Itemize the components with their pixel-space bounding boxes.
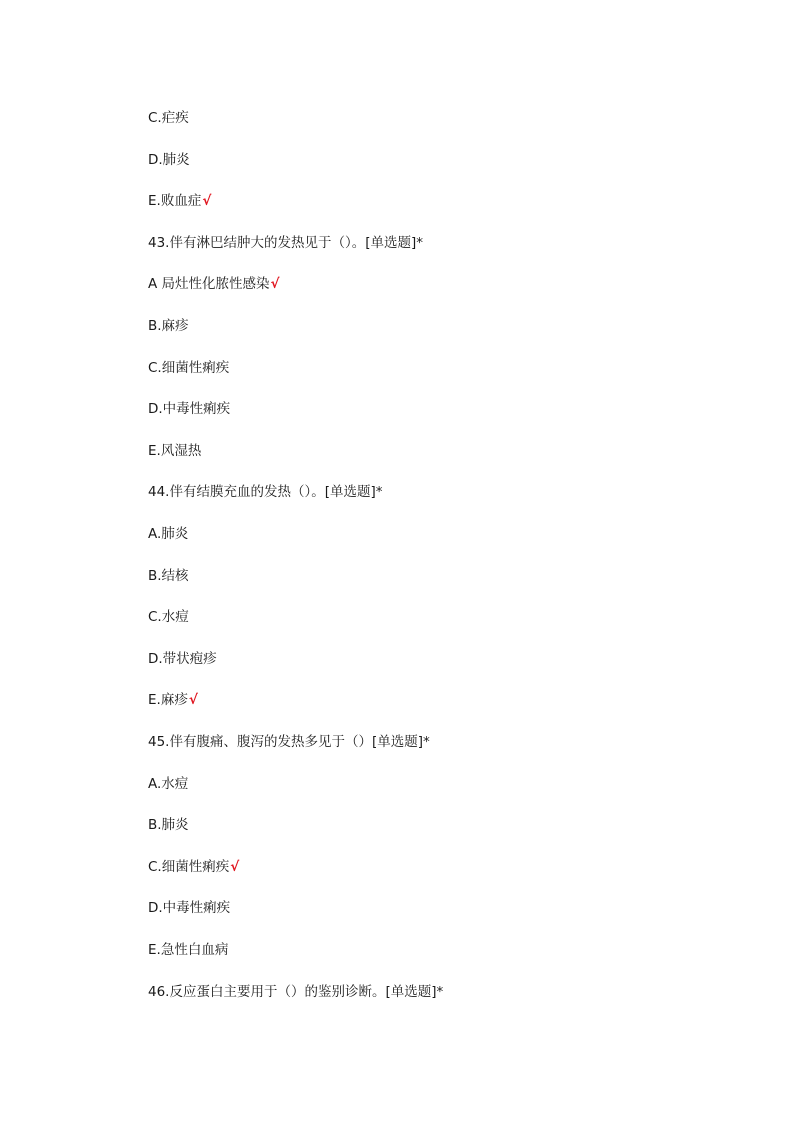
correct-check-icon: √ [230,859,240,875]
line-text: C.细菌性痢疾 [148,360,230,376]
line-text: E.败血症 [148,193,202,209]
question-title [148,732,430,752]
option-line [148,898,230,918]
option-line [148,524,188,544]
option-line [148,815,189,835]
line-text: E.麻疹 [148,692,188,708]
option-line [148,940,228,960]
correct-check-icon: √ [188,692,198,708]
line-text: 45.伴有腹痛、腹泻的发热多见于（）[单选题]* [148,734,430,750]
line-text: A 局灶性化脓性感染 [148,276,270,292]
line-text: 44.伴有结膜充血的发热（）。[单选题]* [148,484,383,500]
option-line [148,399,230,419]
question-title [148,233,423,253]
line-text: B.肺炎 [148,817,189,833]
correct-check-icon: √ [270,276,280,292]
question-title [148,982,443,1002]
line-text: 46.反应蛋白主要用于（）的鉴别诊断。[单选题]* [148,984,444,1000]
line-text: A.水痘 [148,776,189,792]
line-text: B.麻疹 [148,318,189,334]
correct-check-icon: √ [202,193,212,209]
option-line [148,150,190,170]
option-line [148,690,198,710]
line-text: A.肺炎 [148,526,189,542]
line-text: E.风湿热 [148,443,202,459]
option-line [148,108,189,128]
line-text: E.急性白血病 [148,942,229,958]
option-line [148,274,280,294]
option-line [148,774,188,794]
line-text: B.结核 [148,568,189,584]
line-text: D.中毒性痢疾 [148,401,231,417]
option-line [148,566,189,586]
question-title [148,482,383,502]
option-line [148,191,211,211]
line-text: C.疟疾 [148,110,189,126]
option-line [148,607,189,627]
option-line [148,316,189,336]
line-text: C.水痘 [148,609,189,625]
line-text: D.中毒性痢疾 [148,900,231,916]
option-line [148,358,229,378]
line-text: C.细菌性痢疾 [148,859,230,875]
line-text: D.带状疱疹 [148,651,217,667]
line-text: 43.伴有淋巴结肿大的发热见于（）。[单选题]* [148,235,424,251]
option-line [148,441,201,461]
option-line [148,649,217,669]
line-text: D.肺炎 [148,152,190,168]
option-line [148,857,239,877]
